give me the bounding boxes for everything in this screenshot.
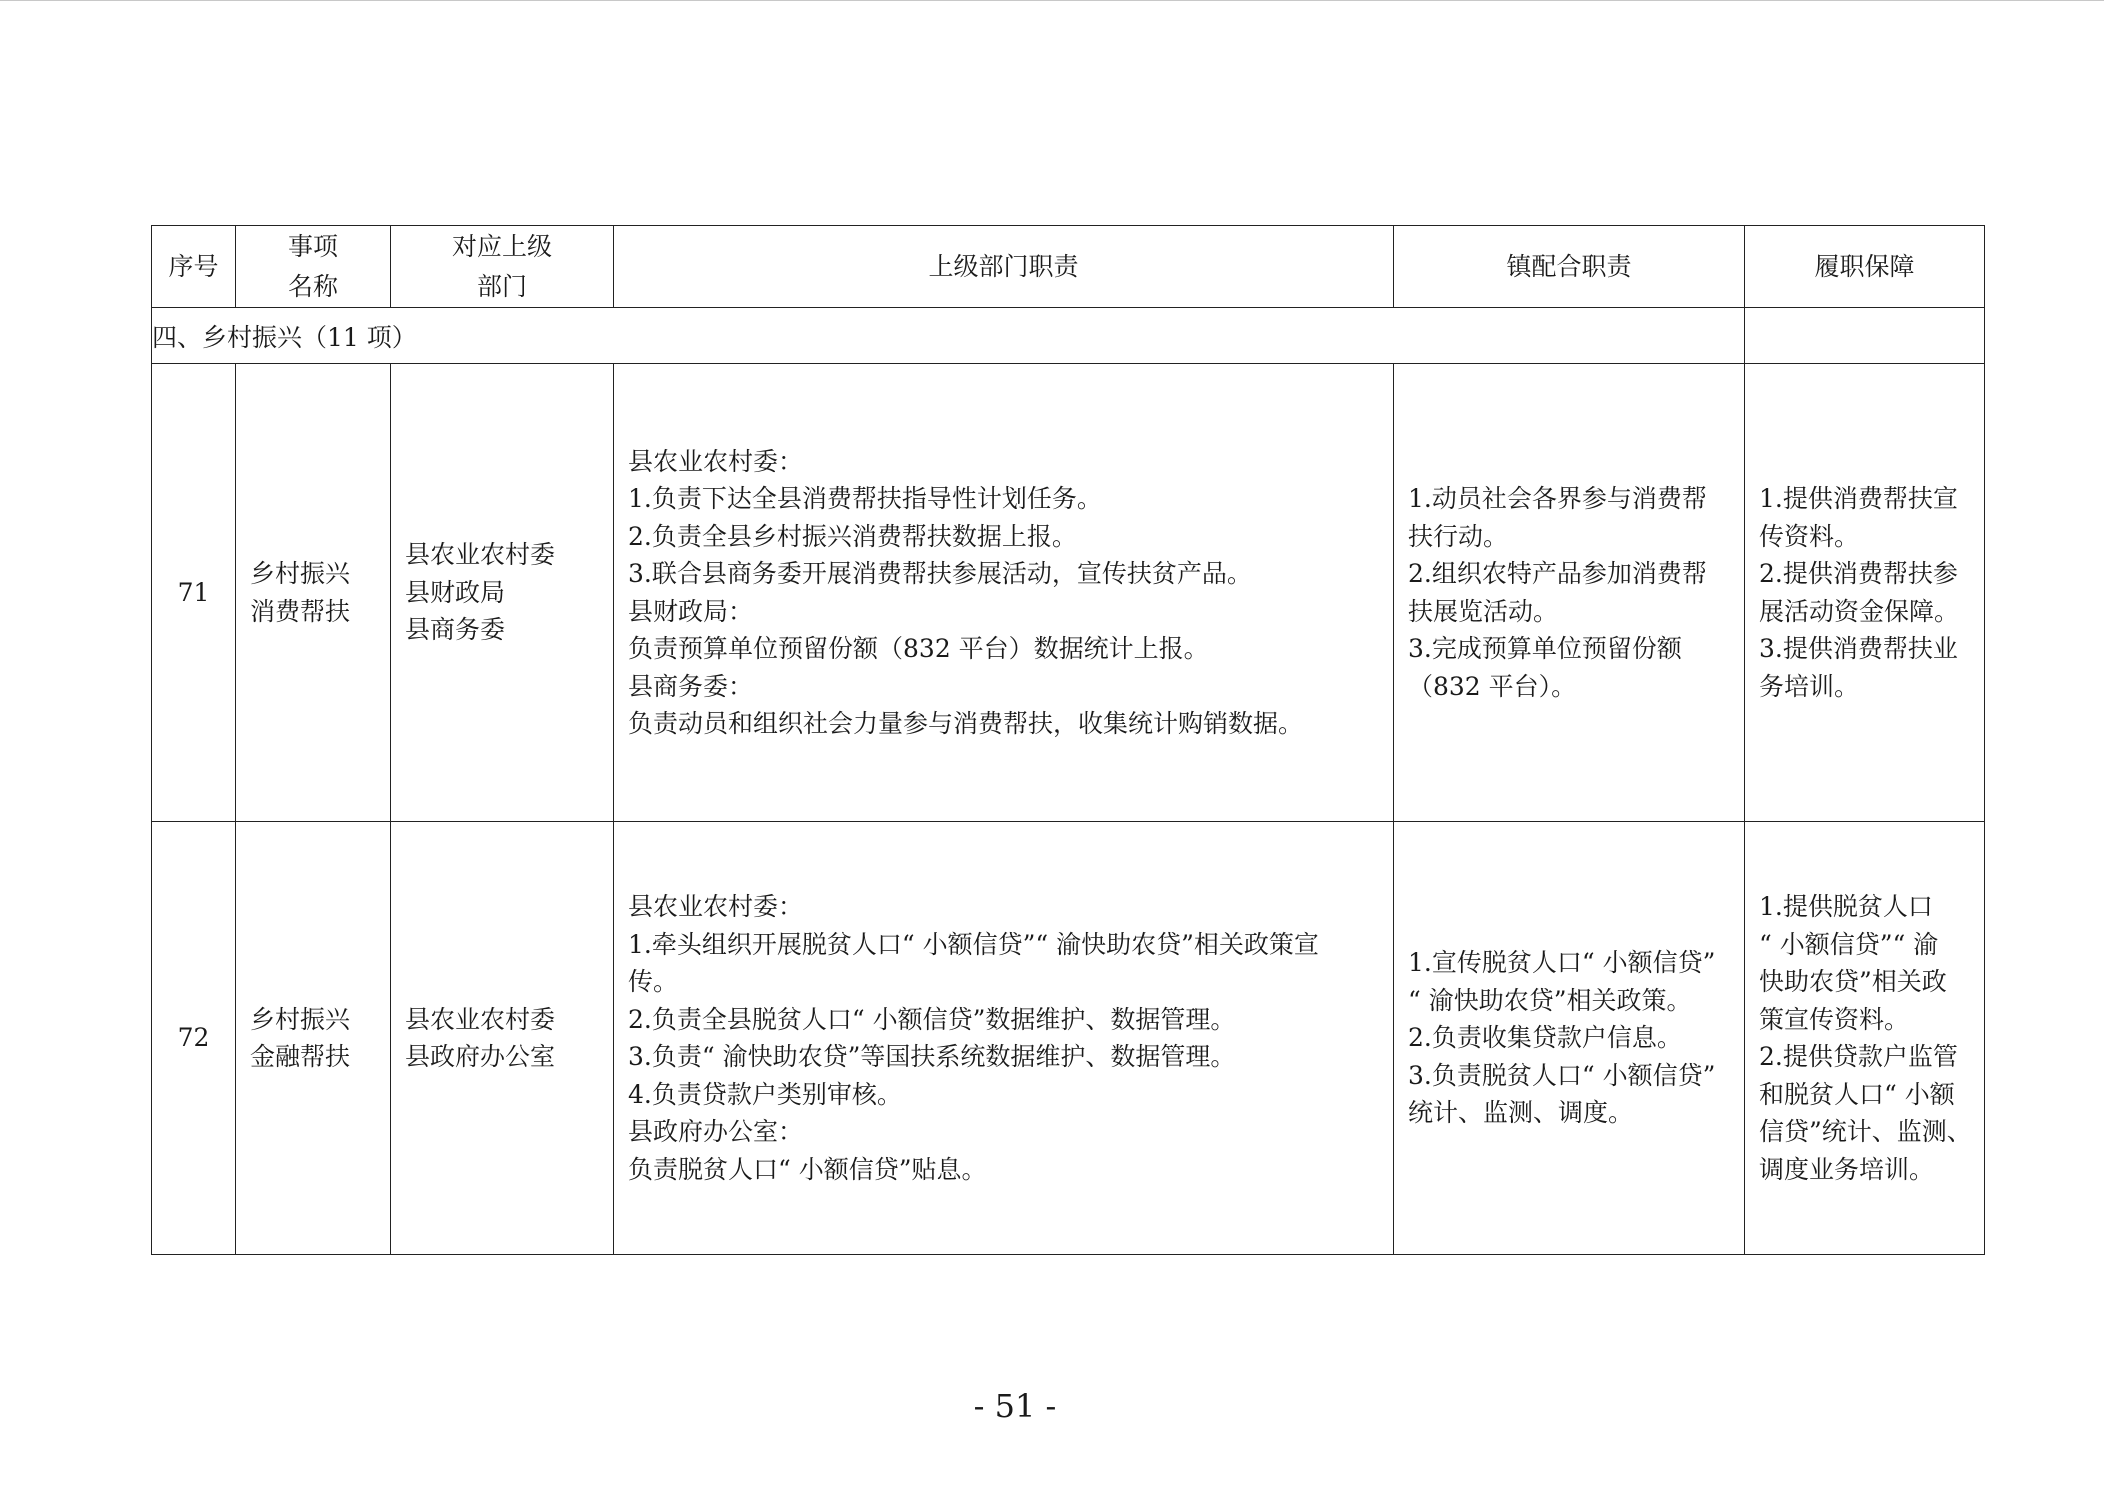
guarantee <box>1745 364 1985 822</box>
duty-line: 县农业农村委： <box>628 446 804 476</box>
town-duty <box>1394 364 1745 822</box>
dept-line: 县农业农村委 <box>405 1004 556 1034</box>
upper-duty <box>614 364 1394 822</box>
guarantee-line: 信贷”统计、监测、 <box>1759 1117 1972 1146</box>
guarantee-line: 2.提供贷款户监管 <box>1759 1042 1958 1071</box>
header-guarantee: 履职保障 <box>1745 226 1985 308</box>
guarantee-line: “ 小额信贷”“ 渝 <box>1759 929 1939 959</box>
header-item-name <box>236 226 391 308</box>
duty-line: 传。 <box>628 967 679 996</box>
section-title: 四、乡村振兴（11 项） <box>152 308 1745 364</box>
top-border-rule <box>0 0 2104 1</box>
duty-line: 县政府办公室： <box>628 1117 804 1146</box>
guarantee-line: 务培训。 <box>1759 671 1860 701</box>
guarantee-line: 2.提供消费帮扶参 <box>1759 559 1958 588</box>
guarantee-line: 1.提供消费帮扶宣 <box>1759 484 1958 513</box>
dept-line: 县商务委 <box>405 615 506 645</box>
guarantee <box>1745 822 1985 1255</box>
duty-line: 县财政局： <box>628 596 754 626</box>
guarantee-line: 和脱贫人口“ 小额 <box>1759 1079 1955 1109</box>
name-line: 消费帮扶 <box>250 596 351 626</box>
guarantee-line: 展活动资金保障。 <box>1759 596 1960 626</box>
upper-dept <box>391 822 614 1255</box>
duty-line: 4.负责贷款户类别审核。 <box>628 1079 902 1109</box>
town-line: 1.宣传脱贫人口“ 小额信贷” <box>1408 948 1716 978</box>
guarantee-line: 调度业务培训。 <box>1759 1154 1935 1184</box>
row-number: 72 <box>152 822 236 1255</box>
duty-line: 2.负责全县脱贫人口“ 小额信贷”数据维护、数据管理。 <box>628 1004 1236 1034</box>
section-empty-cell <box>1745 308 1985 364</box>
item-name <box>236 822 391 1255</box>
guarantee-line: 策宣传资料。 <box>1759 1004 1910 1034</box>
guarantee-line: 1.提供脱贫人口 <box>1759 892 1933 921</box>
header-upper-dept-line: 对应上级 <box>451 231 552 261</box>
town-line: （832 平台）。 <box>1408 671 1577 701</box>
header-upper-duty: 上级部门职责 <box>614 226 1394 308</box>
header-town-duty: 镇配合职责 <box>1394 226 1745 308</box>
row-number: 71 <box>152 364 236 822</box>
item-name <box>236 364 391 822</box>
duty-line: 1.牵头组织开展脱贫人口“ 小额信贷”“ 渝快助农贷”相关政策宣 <box>628 929 1319 959</box>
duty-line: 负责动员和组织社会力量参与消费帮扶，收集统计购销数据。 <box>628 709 1304 738</box>
duty-line: 1.负责下达全县消费帮扶指导性计划任务。 <box>628 484 1102 513</box>
header-upper-dept <box>391 226 614 308</box>
dept-line: 县财政局 <box>405 577 506 607</box>
upper-duty <box>614 822 1394 1255</box>
duty-line: 县农业农村委： <box>628 892 804 921</box>
page-number: - 51 - <box>973 1387 1057 1425</box>
town-line: 1.动员社会各界参与消费帮 <box>1408 484 1707 513</box>
duty-table <box>151 225 1985 1255</box>
guarantee-line: 3.提供消费帮扶业 <box>1759 634 1958 663</box>
table-row <box>152 364 1985 822</box>
header-item-name-line: 事项 <box>287 231 338 261</box>
upper-dept <box>391 364 614 822</box>
duty-line: 县商务委： <box>628 671 754 701</box>
name-line: 乡村振兴 <box>250 559 351 588</box>
town-line: “ 渝快助农贷”相关政策。 <box>1408 985 1692 1015</box>
guarantee-line: 快助农贷”相关政 <box>1759 967 1947 996</box>
name-line: 乡村振兴 <box>250 1004 351 1034</box>
dept-line: 县政府办公室 <box>405 1042 556 1071</box>
town-line: 2.组织农特产品参加消费帮 <box>1408 559 1707 588</box>
duty-line: 负责脱贫人口“ 小额信贷”贴息。 <box>628 1154 987 1184</box>
town-line: 扶行动。 <box>1408 521 1509 551</box>
section-row <box>152 308 1985 364</box>
duty-line: 3.负责“ 渝快助农贷”等国扶系统数据维护、数据管理。 <box>628 1042 1236 1071</box>
town-line: 3.负责脱贫人口“ 小额信贷” <box>1408 1060 1716 1090</box>
header-upper-dept-line: 部门 <box>476 271 527 301</box>
duty-line: 负责预算单位预留份额（832 平台）数据统计上报。 <box>628 634 1209 663</box>
duty-line: 2.负责全县乡村振兴消费帮扶数据上报。 <box>628 521 1077 551</box>
town-duty <box>1394 822 1745 1255</box>
dept-line: 县农业农村委 <box>405 540 556 570</box>
header-item-name-line: 名称 <box>287 271 338 301</box>
town-line: 2.负责收集贷款户信息。 <box>1408 1023 1682 1053</box>
table-row <box>152 822 1985 1255</box>
name-line: 金融帮扶 <box>250 1042 351 1071</box>
guarantee-line: 传资料。 <box>1759 521 1860 551</box>
town-line: 扶展览活动。 <box>1408 596 1559 626</box>
town-line: 3.完成预算单位预留份额 <box>1408 634 1682 663</box>
duty-line: 3.联合县商务委开展消费帮扶参展活动，宣传扶贫产品。 <box>628 559 1252 588</box>
header-no: 序号 <box>152 226 236 308</box>
table-header-row <box>152 226 1985 308</box>
town-line: 统计、监测、调度。 <box>1408 1098 1634 1128</box>
